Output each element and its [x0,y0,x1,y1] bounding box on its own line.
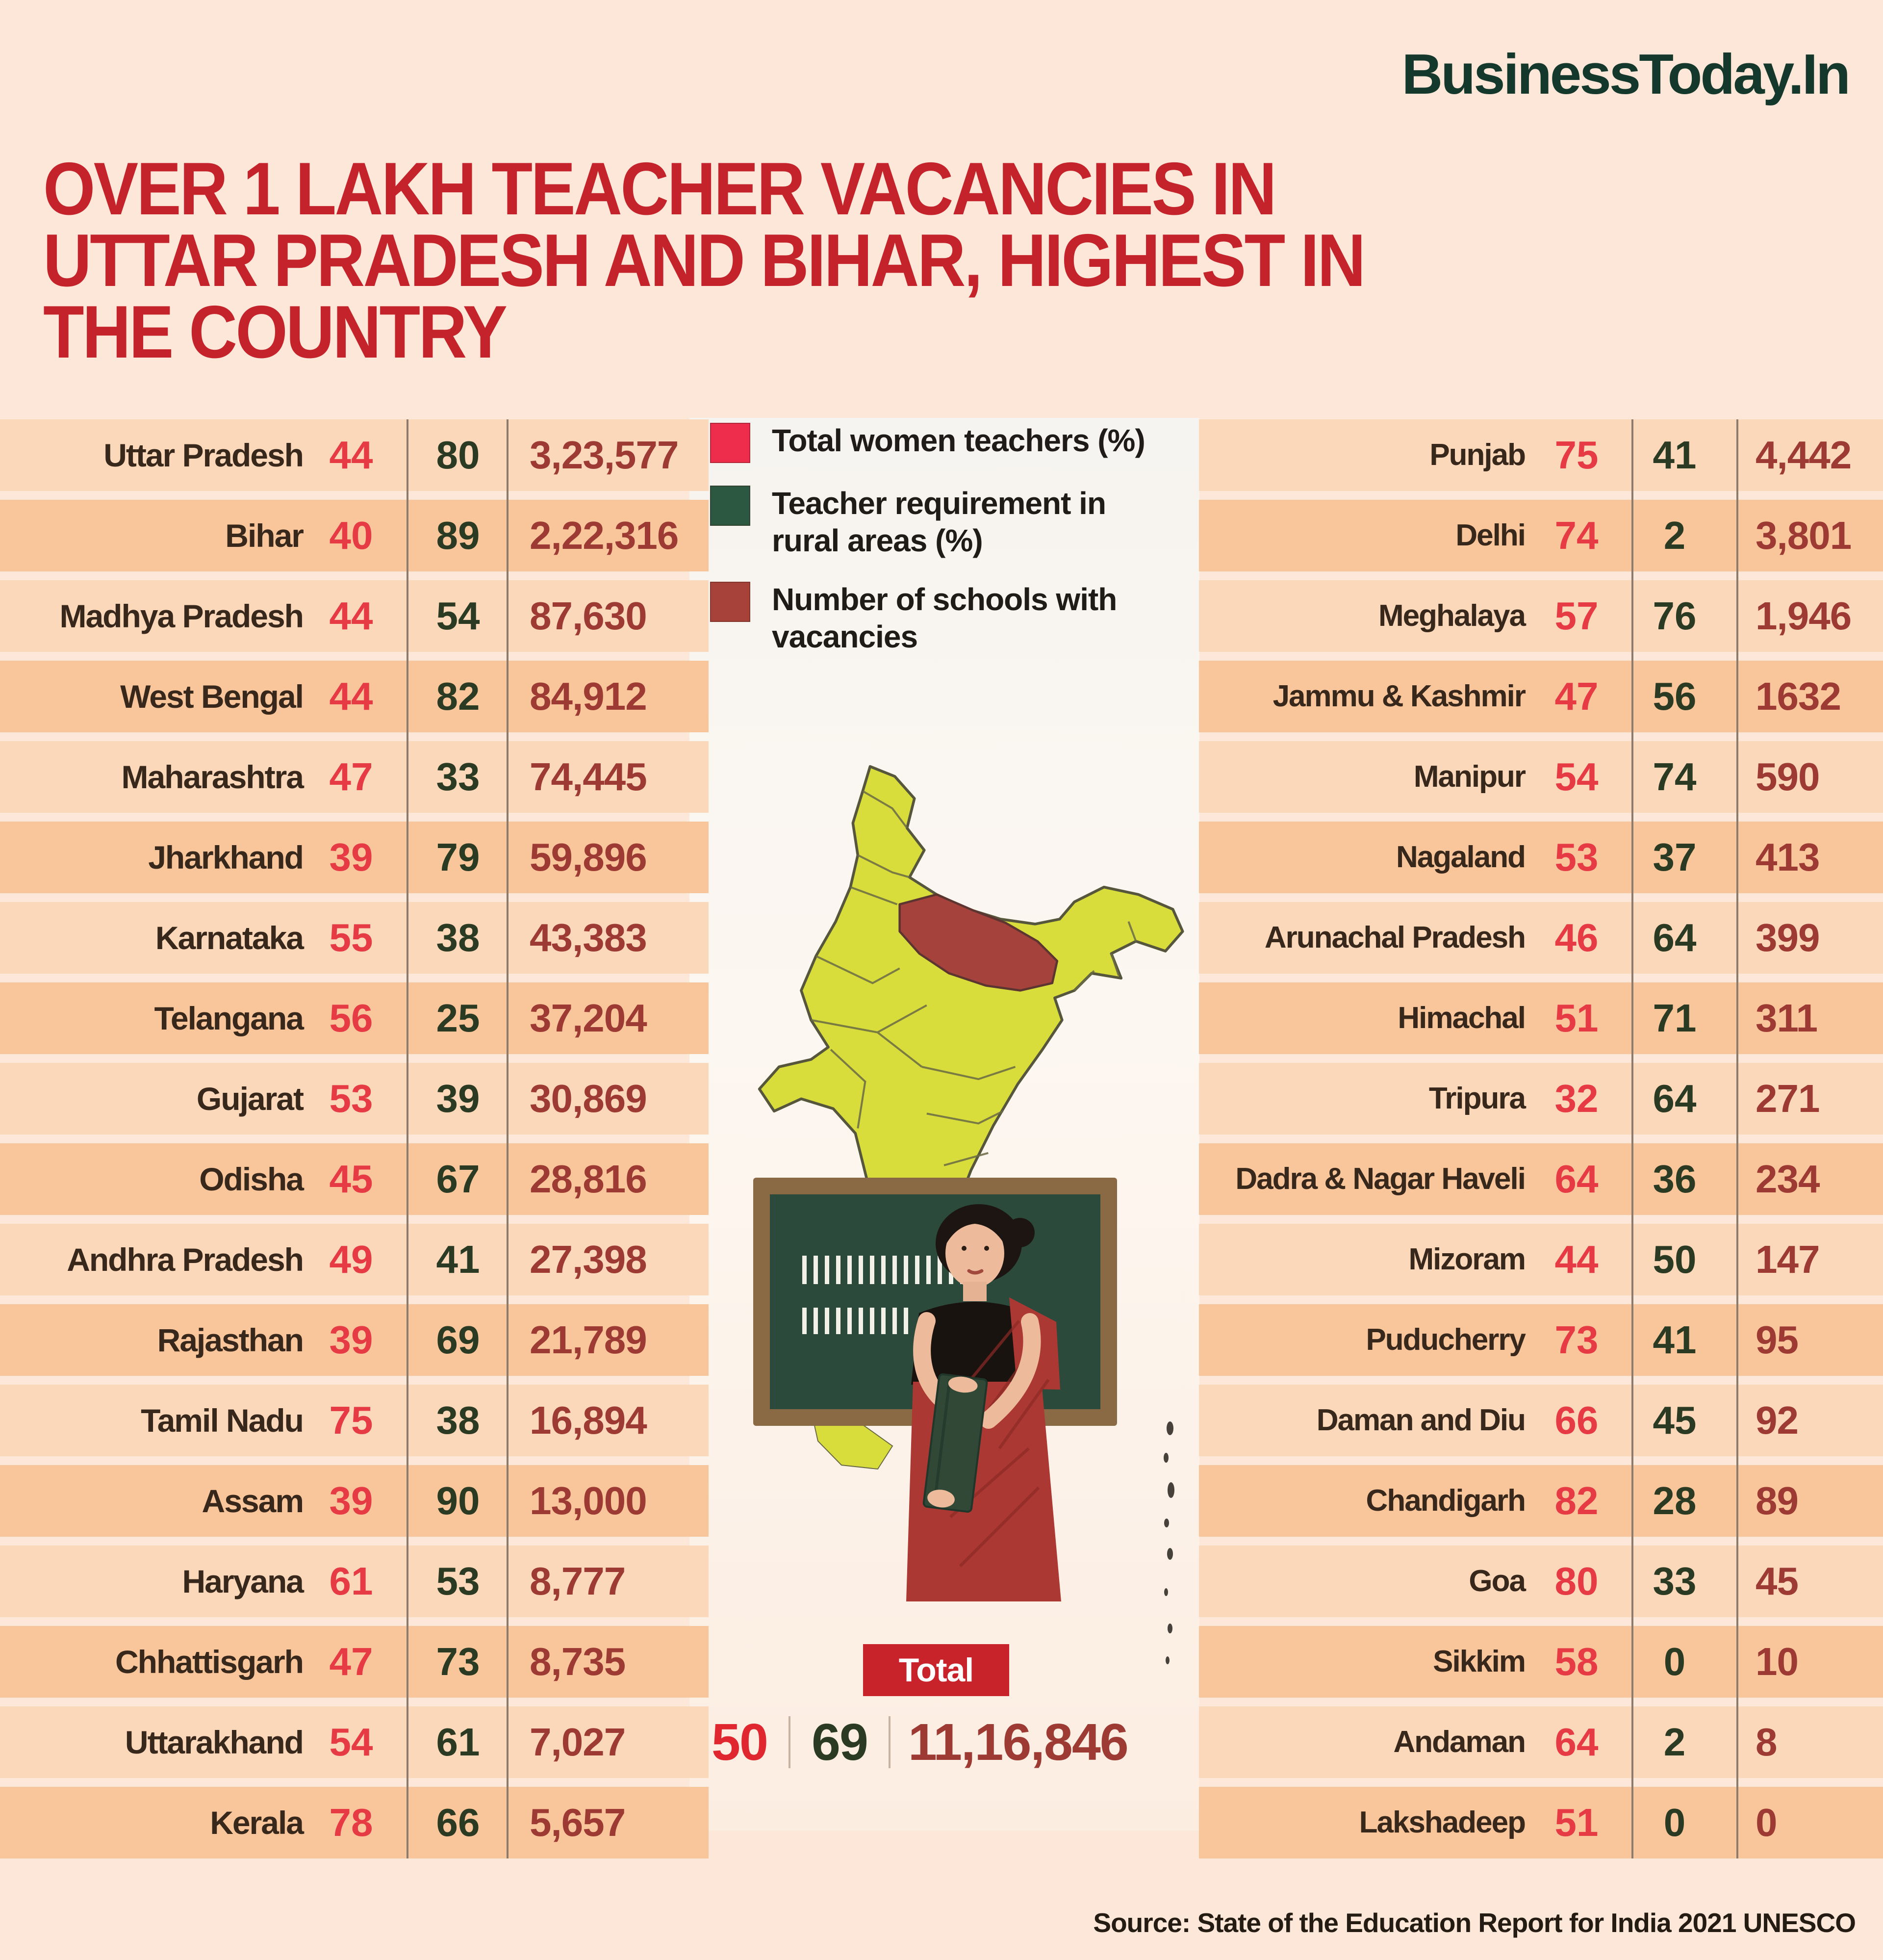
women-teachers-value: 74 [1554,514,1599,557]
state-label: Goa [1469,1564,1525,1598]
legend-item [710,422,1191,463]
table-row [0,1063,709,1135]
table-row [1199,419,1883,491]
schools-vacancies-value: 13,000 [530,1479,647,1522]
rural-requirement-value: 56 [1653,674,1697,718]
legend-color-chip [710,486,750,526]
table-row [1199,1143,1883,1215]
rural-requirement-value: 71 [1653,996,1697,1040]
rural-requirement-value: 41 [1653,1318,1697,1362]
women-teachers-value: 47 [329,755,373,799]
legend [710,422,1191,677]
state-label: West Bengal [120,678,303,715]
women-teachers-value: 39 [329,1479,373,1522]
state-label: Chandigarh [1366,1484,1525,1518]
right-table-divider-1 [1631,419,1633,1858]
table-row [0,1787,709,1858]
rural-requirement-value: 79 [436,835,480,879]
women-teachers-value: 47 [329,1640,373,1683]
state-label: Punjab [1429,438,1525,472]
businesstoday-logo: BusinessToday.In [1401,42,1849,106]
rural-requirement-value: 74 [1653,755,1697,799]
state-label: Meghalaya [1378,599,1525,633]
rural-requirement-value: 64 [1653,1077,1697,1120]
rural-requirement-value: 37 [1653,835,1697,879]
schools-vacancies-value: 21,789 [530,1318,647,1362]
rural-requirement-value: 41 [436,1238,480,1281]
table-row [0,982,709,1054]
left-table-divider-2 [507,419,509,1858]
women-teachers-value: 61 [329,1559,373,1603]
page-title-line-3: THE COUNTRY [43,290,506,374]
state-label: Uttar Pradesh [103,437,303,473]
table-row [1199,741,1883,813]
legend-label: Total women teachers (%) [772,423,1145,458]
table-row [1199,1063,1883,1135]
women-teachers-value: 82 [1554,1479,1599,1522]
table-row [0,1385,709,1456]
schools-vacancies-value: 30,869 [530,1077,647,1120]
source-credit: Source: State of the Education Report for India 2021 UNESCO [1093,1908,1856,1938]
women-teachers-value: 40 [329,514,373,557]
state-label: Tripura [1428,1082,1525,1115]
table-row [0,1224,709,1295]
women-teachers-value: 56 [329,996,373,1040]
women-teachers-value: 51 [1554,1801,1599,1844]
rural-requirement-value: 39 [436,1077,480,1120]
schools-vacancies-value: 413 [1756,835,1820,879]
rural-requirement-value: 0 [1663,1801,1686,1844]
state-label: Sikkim [1433,1645,1525,1678]
women-teachers-value: 80 [1554,1559,1599,1603]
schools-vacancies-value: 0 [1756,1801,1777,1844]
state-label: Arunachal Pradesh [1264,921,1525,954]
state-label: Himachal [1398,1001,1525,1035]
rural-requirement-value: 2 [1663,514,1686,557]
table-row [1199,1304,1883,1376]
table-row [1199,1626,1883,1698]
state-label: Maharashtra [121,759,303,795]
page-title-line-1: OVER 1 LAKH TEACHER VACANCIES IN [43,147,1275,231]
table-row [0,580,709,652]
state-label: Jammu & Kashmir [1272,679,1525,713]
state-label: Delhi [1455,518,1525,552]
table-row [0,741,709,813]
rural-requirement-value: 25 [436,996,480,1040]
table-row [0,1465,709,1537]
state-label: Manipur [1413,760,1525,794]
table-row [0,1546,709,1617]
schools-vacancies-value: 4,442 [1756,433,1852,477]
rural-requirement-value: 76 [1653,594,1697,638]
women-teachers-value: 44 [329,674,373,718]
schools-vacancies-value: 27,398 [530,1238,647,1281]
state-label: Mizoram [1408,1242,1525,1276]
women-teachers-value: 54 [1554,755,1599,799]
legend-label: Number of schools with vacancies [772,582,1117,654]
rural-requirement-value: 38 [436,1398,480,1442]
table-row [1199,1787,1883,1858]
table-row [0,419,709,491]
state-label: Odisha [199,1161,303,1197]
schools-vacancies-value: 3,23,577 [530,433,679,477]
rural-requirement-value: 2 [1663,1720,1686,1764]
rural-requirement-value: 54 [436,594,480,638]
schools-vacancies-value: 7,027 [530,1720,626,1764]
total-badge: Total [863,1644,1009,1696]
table-row [1199,1706,1883,1778]
table-row [1199,500,1883,571]
women-teachers-value: 44 [1554,1238,1599,1281]
state-label: Nagaland [1396,840,1525,874]
women-teachers-value: 47 [1554,674,1599,718]
women-teachers-value: 44 [329,433,373,477]
rural-requirement-value: 69 [436,1318,480,1362]
rural-requirement-value: 53 [436,1559,480,1603]
map-south-tip [813,1419,892,1469]
women-teachers-value: 44 [329,594,373,638]
schools-vacancies-value: 1,946 [1756,594,1852,638]
state-label: Telangana [154,1000,303,1036]
schools-vacancies-value: 3,801 [1756,514,1852,557]
schools-vacancies-value: 28,816 [530,1157,647,1201]
state-label: Bihar [225,517,303,554]
women-teachers-value: 66 [1554,1398,1599,1442]
schools-vacancies-value: 92 [1756,1398,1798,1442]
state-label: Gujarat [196,1081,303,1117]
table-row [0,500,709,571]
state-label: Puducherry [1366,1323,1525,1357]
state-label: Karnataka [155,920,303,956]
state-label: Jharkhand [148,839,303,876]
table-row [0,1626,709,1698]
schools-vacancies-value: 2,22,316 [530,514,679,557]
women-teachers-value: 53 [329,1077,373,1120]
states-table-right [1199,419,1883,1867]
legend-color-chip [710,582,750,622]
table-row [0,902,709,974]
women-teachers-value: 45 [329,1157,373,1201]
state-label: Daman and Diu [1316,1403,1525,1437]
table-row [1199,661,1883,732]
rural-requirement-value: 38 [436,916,480,959]
table-row [1199,580,1883,652]
women-teachers-value: 51 [1554,996,1599,1040]
rural-requirement-value: 64 [1653,916,1697,959]
left-table-divider-1 [407,419,408,1858]
women-teachers-value: 49 [329,1238,373,1281]
table-row [1199,982,1883,1054]
schools-vacancies-value: 89 [1756,1479,1798,1522]
women-teachers-value: 75 [329,1398,373,1442]
right-table-divider-2 [1736,419,1738,1858]
women-teachers-value: 73 [1554,1318,1599,1362]
women-teachers-value: 78 [329,1801,373,1844]
table-row [0,1304,709,1376]
rural-requirement-value: 67 [436,1157,480,1201]
table-row [0,1143,709,1215]
rural-requirement-value: 45 [1653,1398,1697,1442]
table-row [1199,1385,1883,1456]
table-row [0,1706,709,1778]
legend-item [710,581,1191,655]
schools-vacancies-value: 147 [1756,1238,1820,1281]
table-row [1199,822,1883,893]
table-row [0,661,709,732]
schools-vacancies-value: 87,630 [530,594,647,638]
women-teachers-value: 58 [1554,1640,1599,1683]
total-women-teachers-value: 50 [712,1713,767,1771]
state-label: Lakshadeep [1359,1805,1525,1839]
schools-vacancies-value: 234 [1756,1157,1820,1201]
state-label: Kerala [210,1805,303,1841]
rural-requirement-value: 0 [1663,1640,1686,1683]
women-teachers-value: 55 [329,916,373,959]
schools-vacancies-value: 37,204 [530,996,647,1040]
schools-vacancies-value: 311 [1756,996,1818,1040]
schools-vacancies-value: 10 [1756,1640,1798,1683]
state-label: Haryana [182,1563,303,1599]
women-teachers-value: 64 [1554,1720,1599,1764]
state-label: Andhra Pradesh [67,1241,303,1278]
page-title-line-2: UTTAR PRADESH AND BIHAR, HIGHEST IN [43,219,1364,302]
women-teachers-value: 32 [1554,1077,1599,1120]
rural-requirement-value: 36 [1653,1157,1697,1201]
total-rural-requirement-value: 69 [812,1713,867,1771]
women-teachers-value: 46 [1554,916,1599,959]
schools-vacancies-value: 84,912 [530,674,647,718]
rural-requirement-value: 28 [1653,1479,1697,1522]
schools-vacancies-value: 8,777 [530,1559,626,1603]
table-row [1199,1224,1883,1295]
andaman-islands [1151,1418,1191,1677]
table-row [1199,1546,1883,1617]
state-label: Madhya Pradesh [59,598,303,634]
state-label: Tamil Nadu [141,1402,303,1439]
state-label: Assam [202,1483,303,1519]
rural-requirement-value: 89 [436,514,480,557]
page-title [43,147,1808,374]
state-label: Dadra & Nagar Haveli [1235,1162,1525,1196]
schools-vacancies-value: 271 [1756,1077,1820,1120]
rural-requirement-value: 50 [1653,1238,1697,1281]
rural-requirement-value: 66 [436,1801,480,1844]
legend-label: Teacher requirement in rural areas (%) [772,486,1106,558]
legend-color-chip [710,423,750,463]
table-row [0,822,709,893]
women-teachers-value: 53 [1554,835,1599,879]
rural-requirement-value: 33 [1653,1559,1697,1603]
rural-requirement-value: 41 [1653,433,1697,477]
women-teachers-value: 39 [329,1318,373,1362]
schools-vacancies-value: 399 [1756,916,1820,959]
schools-vacancies-value: 1632 [1756,674,1841,718]
women-teachers-value: 57 [1554,594,1599,638]
schools-vacancies-value: 95 [1756,1318,1798,1362]
rural-requirement-value: 80 [436,433,480,477]
rural-requirement-value: 82 [436,674,480,718]
schools-vacancies-value: 590 [1756,755,1820,799]
schools-vacancies-value: 5,657 [530,1801,626,1844]
rural-requirement-value: 73 [436,1640,480,1683]
state-label: Andaman [1393,1725,1525,1759]
total-schools-vacancies-value: 11,16,846 [908,1713,1128,1771]
table-row [1199,1465,1883,1537]
schools-vacancies-value: 43,383 [530,916,647,959]
women-teachers-value: 54 [329,1720,373,1764]
schools-vacancies-value: 8 [1756,1720,1777,1764]
schools-vacancies-value: 8,735 [530,1640,626,1683]
schools-vacancies-value: 74,445 [530,755,647,799]
table-row [1199,902,1883,974]
state-label: Uttarakhand [125,1724,303,1760]
rural-requirement-value: 90 [436,1479,480,1522]
rural-requirement-value: 61 [436,1720,480,1764]
state-label: Rajasthan [157,1322,303,1358]
schools-vacancies-value: 16,894 [530,1398,647,1442]
women-teachers-value: 75 [1554,433,1599,477]
rural-requirement-value: 33 [436,755,480,799]
women-teachers-value: 39 [329,835,373,879]
schools-vacancies-value: 59,896 [530,835,647,879]
states-table-left [0,419,709,1867]
teacher-illustration [744,1174,1133,1609]
state-label: Chhattisgarh [115,1644,303,1680]
totals-row [690,1713,1128,1772]
legend-item [710,485,1191,559]
schools-vacancies-value: 45 [1756,1559,1798,1603]
women-teachers-value: 64 [1554,1157,1599,1201]
